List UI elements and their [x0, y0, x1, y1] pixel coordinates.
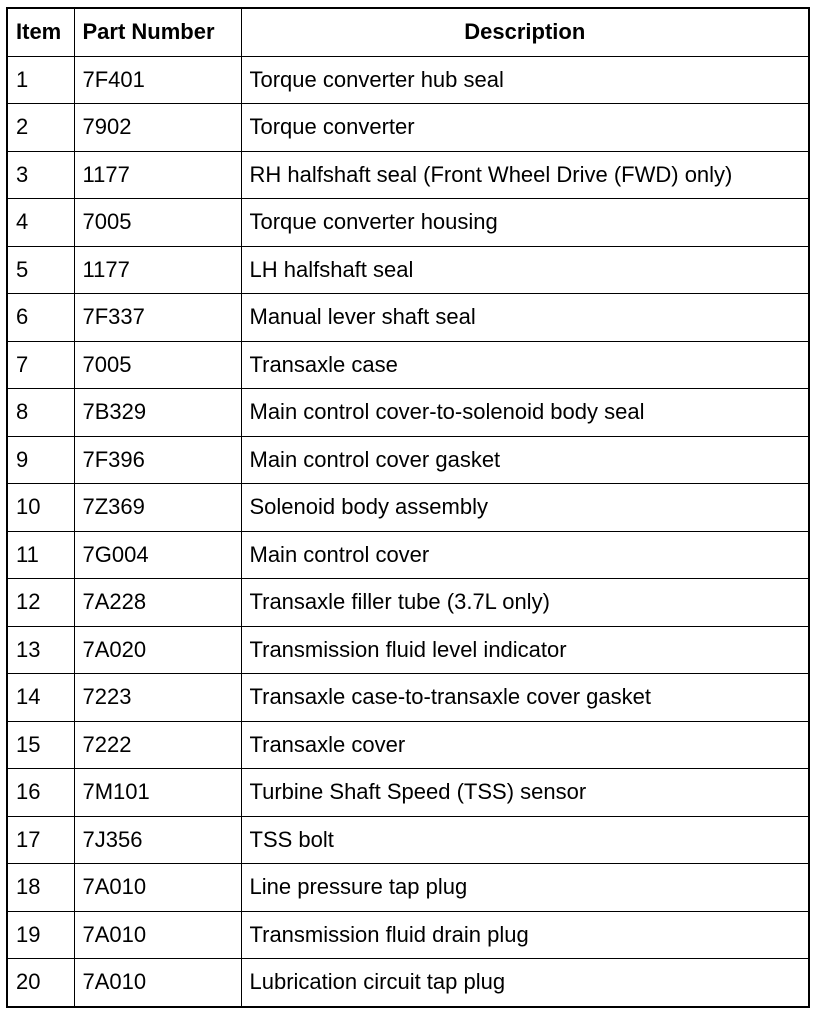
cell-item: 11 [7, 531, 74, 579]
table-row [7, 721, 809, 769]
cell-description: Transaxle case-to-transaxle cover gasket [241, 674, 809, 722]
header-row [7, 8, 809, 56]
cell-part-number: 7223 [74, 674, 241, 722]
cell-part-number: 7M101 [74, 769, 241, 817]
header-item: Item [7, 8, 74, 56]
cell-description: RH halfshaft seal (Front Wheel Drive (FWD) only) [241, 151, 809, 199]
cell-item: 8 [7, 389, 74, 437]
table-row [7, 484, 809, 532]
cell-part-number: 1177 [74, 151, 241, 199]
cell-part-number: 7J356 [74, 816, 241, 864]
cell-part-number: 7F401 [74, 56, 241, 104]
cell-item: 3 [7, 151, 74, 199]
cell-item: 15 [7, 721, 74, 769]
parts-table [6, 7, 810, 1008]
table-body [7, 56, 809, 1007]
table-row [7, 56, 809, 104]
cell-item: 7 [7, 341, 74, 389]
cell-description: Transmission fluid level indicator [241, 626, 809, 674]
cell-item: 6 [7, 294, 74, 342]
cell-part-number: 7A228 [74, 579, 241, 627]
cell-description: Manual lever shaft seal [241, 294, 809, 342]
cell-item: 19 [7, 911, 74, 959]
cell-description: Torque converter [241, 104, 809, 152]
table-row [7, 864, 809, 912]
cell-item: 17 [7, 816, 74, 864]
cell-description: Torque converter housing [241, 199, 809, 247]
table-row [7, 769, 809, 817]
cell-part-number: 7B329 [74, 389, 241, 437]
cell-description: Main control cover gasket [241, 436, 809, 484]
cell-part-number: 7222 [74, 721, 241, 769]
cell-part-number: 1177 [74, 246, 241, 294]
cell-item: 12 [7, 579, 74, 627]
table-row [7, 246, 809, 294]
cell-item: 1 [7, 56, 74, 104]
table-row [7, 199, 809, 247]
cell-description: TSS bolt [241, 816, 809, 864]
cell-item: 20 [7, 959, 74, 1007]
table-row [7, 151, 809, 199]
table-row [7, 104, 809, 152]
cell-item: 10 [7, 484, 74, 532]
cell-description: Main control cover [241, 531, 809, 579]
cell-item: 9 [7, 436, 74, 484]
cell-item: 13 [7, 626, 74, 674]
cell-description: Transaxle case [241, 341, 809, 389]
cell-description: Transaxle cover [241, 721, 809, 769]
cell-description: Solenoid body assembly [241, 484, 809, 532]
cell-item: 4 [7, 199, 74, 247]
cell-part-number: 7005 [74, 199, 241, 247]
table-row [7, 579, 809, 627]
cell-part-number: 7Z369 [74, 484, 241, 532]
header-part-number: Part Number [74, 8, 241, 56]
table-row [7, 531, 809, 579]
cell-item: 14 [7, 674, 74, 722]
table-row [7, 389, 809, 437]
cell-part-number: 7A010 [74, 911, 241, 959]
cell-description: Transaxle filler tube (3.7L only) [241, 579, 809, 627]
cell-part-number: 7A010 [74, 959, 241, 1007]
cell-description: LH halfshaft seal [241, 246, 809, 294]
cell-part-number: 7A020 [74, 626, 241, 674]
cell-part-number: 7902 [74, 104, 241, 152]
cell-part-number: 7G004 [74, 531, 241, 579]
cell-description: Line pressure tap plug [241, 864, 809, 912]
cell-description: Transmission fluid drain plug [241, 911, 809, 959]
table-row [7, 294, 809, 342]
cell-part-number: 7005 [74, 341, 241, 389]
cell-description: Main control cover-to-solenoid body seal [241, 389, 809, 437]
cell-description: Lubrication circuit tap plug [241, 959, 809, 1007]
header-description: Description [241, 8, 809, 56]
cell-part-number: 7F337 [74, 294, 241, 342]
cell-item: 16 [7, 769, 74, 817]
cell-description: Torque converter hub seal [241, 56, 809, 104]
cell-description: Turbine Shaft Speed (TSS) sensor [241, 769, 809, 817]
cell-item: 18 [7, 864, 74, 912]
table-row [7, 341, 809, 389]
table-row [7, 626, 809, 674]
cell-item: 5 [7, 246, 74, 294]
table-row [7, 674, 809, 722]
cell-part-number: 7A010 [74, 864, 241, 912]
table-row [7, 959, 809, 1007]
table-row [7, 816, 809, 864]
table-row [7, 911, 809, 959]
cell-part-number: 7F396 [74, 436, 241, 484]
table-row [7, 436, 809, 484]
cell-item: 2 [7, 104, 74, 152]
